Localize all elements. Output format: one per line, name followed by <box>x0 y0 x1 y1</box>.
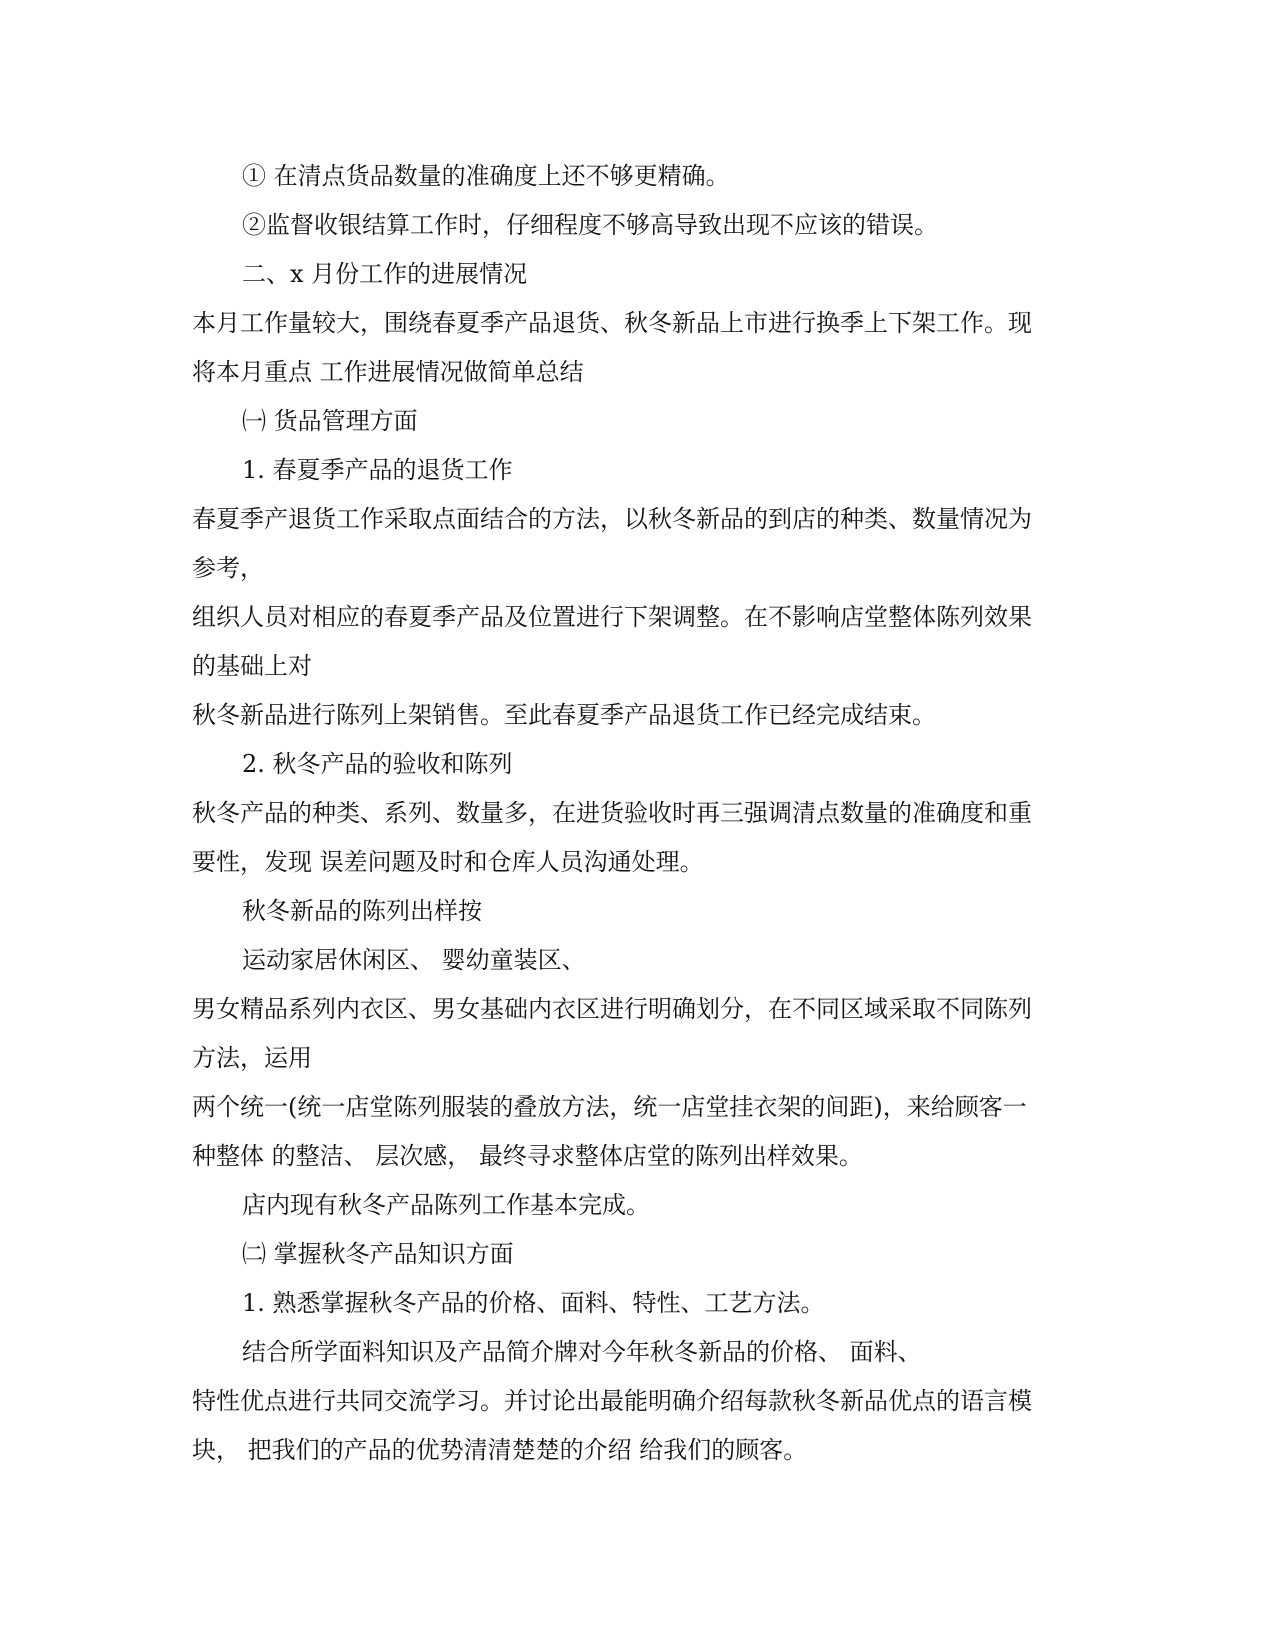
text-line: 本月工作量较大，围绕春夏季产品退货、秋冬新品上市进行换季上下架工作。现 <box>192 309 1032 337</box>
text-line: 两个统一(统一店堂陈列服装的叠放方法，统一店堂挂衣架的间距)，来给顾客一 <box>192 1093 1027 1121</box>
text-line: 要性，发现 误差问题及时和仓库人员沟通处理。 <box>192 848 704 876</box>
text-line: ㈠ 货品管理方面 <box>242 407 418 435</box>
text-line: 男女精品系列内衣区、男女基础内衣区进行明确划分，在不同区域采取不同陈列 <box>192 995 1032 1023</box>
text-line: 二、x 月份工作的进展情况 <box>242 260 528 288</box>
text-line: 运动家居休闲区、 婴幼童装区、 <box>242 946 586 974</box>
text-line: ① 在清点货品数量的准确度上还不够更精确。 <box>242 162 730 190</box>
document-body <box>192 152 1072 1475</box>
text-line: ㈡ 掌握秋冬产品知识方面 <box>242 1240 514 1268</box>
text-line: 特性优点进行共同交流学习。并讨论出最能明确介绍每款秋冬新品优点的语言模 <box>192 1387 1032 1415</box>
text-line: 2. 秋冬产品的验收和陈列 <box>242 750 513 778</box>
text-line: 1. 熟悉掌握秋冬产品的价格、面料、特性、工艺方法。 <box>242 1289 825 1317</box>
text-line: 1. 春夏季产品的退货工作 <box>242 456 513 484</box>
text-line: 秋冬新品进行陈列上架销售。至此春夏季产品退货工作已经完成结束。 <box>192 701 936 729</box>
text-line: 种整体 的整洁、 层次感， 最终寻求整体店堂的陈列出样效果。 <box>192 1142 863 1170</box>
text-line: 块， 把我们的产品的优势清清楚楚的介绍 给我们的顾客。 <box>192 1436 808 1464</box>
text-line: 参考， <box>192 554 264 582</box>
text-line: 将本月重点 工作进展情况做简单总结 <box>192 358 584 386</box>
text-line: ②监督收银结算工作时，仔细程度不够高导致出现不应该的错误。 <box>242 211 938 239</box>
text-line: 的基础上对 <box>192 652 312 680</box>
text-line: 秋冬新品的陈列出样按 <box>242 897 482 925</box>
text-line: 组织人员对相应的春夏季产品及位置进行下架调整。在不影响店堂整体陈列效果 <box>192 603 1032 631</box>
text-line: 秋冬产品的种类、系列、数量多，在进货验收时再三强调清点数量的准确度和重 <box>192 799 1032 827</box>
text-line: 方法，运用 <box>192 1044 312 1072</box>
text-line: 春夏季产退货工作采取点面结合的方法，以秋冬新品的到店的种类、数量情况为 <box>192 505 1032 533</box>
text-line: 结合所学面料知识及产品简介牌对今年秋冬新品的价格、 面料、 <box>242 1338 922 1366</box>
text-line: 店内现有秋冬产品陈列工作基本完成。 <box>242 1191 650 1219</box>
